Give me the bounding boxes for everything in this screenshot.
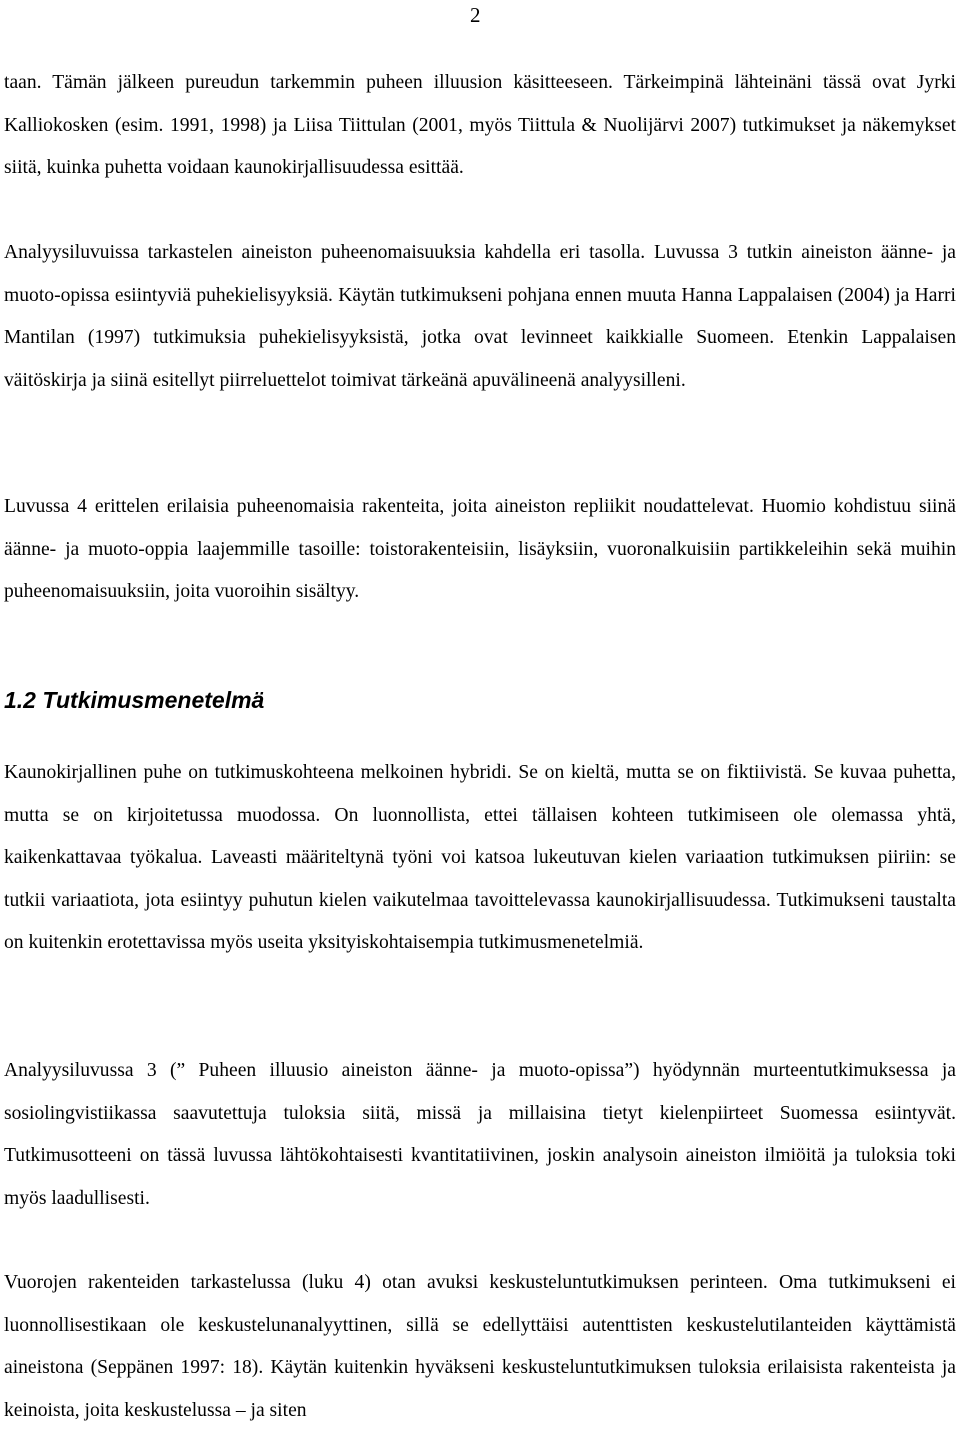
page-number: 2 (470, 3, 481, 27)
paragraph-research-object: Kaunokirjallinen puhe on tutkimuskohteena melkoinen hybridi. Se on kieltä, mutta se on fiktiivistä. Se kuvaa puhetta, mutta se on kirjoitetussa muodossa. On luonnollista, ettei tällaisen kohteen tutkimiseen ole olemassa yhtä, kaikenkattavaa työkalua. Laveasti määriteltynä työni voi katsoa lukeutuvan kielen variaation tutkimuksen piiriin: se tutkii variaatiota, jota esiintyy puhutun kielen vaikutelmaa tavoittelevassa kaunokirjallisuudessa. Tutkimukseni taustalta on kuitenkin erotettavissa myös useita yksityiskohtaisempia tutkimusmenetelmiä. (4, 762, 956, 954)
paragraph-chapter-3-method: Analyysiluvussa 3 (” Puheen illuusio aineiston äänne- ja muoto-opissa”) hyödynnän murteentutkimuksessa ja sosiolingvistiikassa saavutettuja tuloksia siitä, missä ja millaisina tietyt kielenpiirteet Suomessa esiintyvät. Tutkimusotteeni on tässä luvussa lähtökohtaisesti kvantitatiivinen, joskin analysoin aineiston ilmiöitä ja tuloksia toki myös laadullisesti. (4, 1060, 956, 1209)
paragraph-analysis-levels: Analyysiluvuissa tarkastelen aineiston puheenomaisuuksia kahdella eri tasolla. Luvussa 3 tutkin aineiston äänne- ja muoto-opissa esiintyviä puhekielisyyksiä. Käytän tutkimukseni pohjana ennen muuta Hanna Lappalaisen (2004) ja Harri Mantilan (1997) tutkimuksia puhekielisyyksistä, jotka ovat levinneet kaikkialle Suomeen. Etenkin Lappalaisen väitöskirja ja siinä esitellyt piirreluettelot toimivat tärkeänä apuvälineenä analyysilleni. (4, 242, 956, 391)
paragraph-intro-continued: taan. Tämän jälkeen pureudun tarkemmin puheen illuusion käsitteeseen. Tärkeimpinä lähteinäni tässä ovat Jyrki Kalliokosken (esim. 1991, 1998) ja Liisa Tiittulan (2001, myös Tiittula & Nuolijärvi 2007) tutkimukset ja näkemykset siitä, kuinka puhetta voidaan kaunokirjallisuudessa esittää. (4, 72, 956, 179)
section-heading: 1.2 Tutkimusmenetelmä (4, 687, 265, 713)
paragraph-chapter-4: Luvussa 4 erittelen erilaisia puheenomaisia rakenteita, joita aineiston repliikit noudattelevat. Huomio kohdistuu siinä äänne- ja muoto-oppia laajemmille tasoille: toistorakenteisiin, lisäyksiin, vuoronalkuisiin partikkeleihin sekä muihin puheenomaisuuksiin, joita vuoroihin sisältyy. (4, 496, 956, 603)
paragraph-conversation-analysis: Vuorojen rakenteiden tarkastelussa (luku 4) otan avuksi keskusteluntutkimuksen perinteen. Oma tutkimukseni ei luonnollisestikaan ole keskustelunanalyyttinen, sillä se edellyttäisi autenttisten keskustelutilanteiden käyttämistä aineistona (Seppänen 1997: 18). Käytän kuitenkin hyväkseni keskusteluntutkimuksen tuloksia erilaisista rakenteista ja keinoista, joita keskustelussa – ja siten (4, 1272, 956, 1421)
